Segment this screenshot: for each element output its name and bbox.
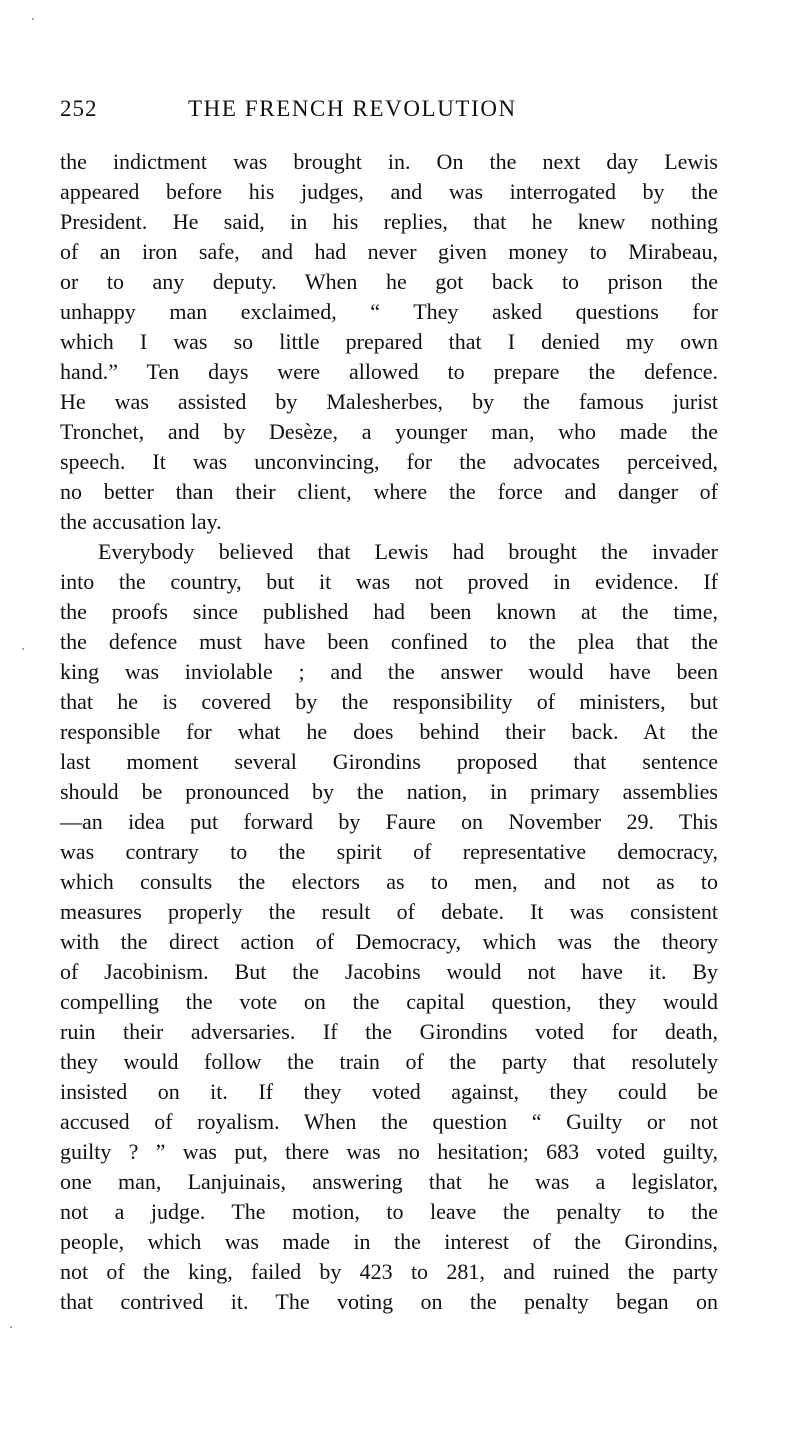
text-line: Tronchet, and by Desèze, a younger man, who made the <box>60 419 718 444</box>
text-line: hand.” Ten days were allowed to prepare the defence. <box>60 359 718 384</box>
text-line: that he is covered by the responsibility of ministers, but <box>60 689 718 714</box>
text-line: appeared before his judges, and was interrogated by the <box>60 179 718 204</box>
text-line: should be pronounced by the nation, in primary assemblies <box>60 779 718 804</box>
text-line: He was assisted by Malesherbes, by the famous jurist <box>60 389 718 414</box>
text-line: President. He said, in his replies, that he knew nothing <box>60 209 718 234</box>
text-line: the proofs since published had been known at the time, <box>60 599 718 624</box>
body-text <box>60 147 718 1317</box>
text-line: insisted on it. If they voted against, they could be <box>60 1079 718 1104</box>
text-line: speech. It was unconvincing, for the advocates perceived, <box>60 449 718 474</box>
running-title: THE FRENCH REVOLUTION <box>188 96 517 121</box>
text-line: people, which was made in the interest of the Girondins, <box>60 1229 718 1254</box>
text-line: not of the king, failed by 423 to 281, and ruined the party <box>60 1259 718 1284</box>
text-line: which consults the electors as to men, and not as to <box>60 869 718 894</box>
text-line: ruin their adversaries. If the Girondins voted for death, <box>60 1019 718 1044</box>
text-line: was contrary to the spirit of representative democracy, <box>60 839 718 864</box>
text-line: that contrived it. The voting on the penalty began on <box>60 1289 718 1314</box>
text-line: of Jacobinism. But the Jacobins would not have it. By <box>60 959 718 984</box>
text-line: responsible for what he does behind their back. At the <box>60 719 718 744</box>
paragraph-1 <box>60 147 718 537</box>
text-line: which I was so little prepared that I denied my own <box>60 329 718 354</box>
paper-speck <box>32 18 34 20</box>
text-line: with the direct action of Democracy, which was the theory <box>60 929 718 954</box>
text-line: guilty ? ” was put, there was no hesitation; 683 voted guilty, <box>60 1139 718 1164</box>
text-line: the accusation lay. <box>60 509 222 534</box>
text-line: not a judge. The motion, to leave the penalty to the <box>60 1199 718 1224</box>
text-line: the defence must have been confined to the plea that the <box>60 629 718 654</box>
text-line: they would follow the train of the party that resolutely <box>60 1049 718 1074</box>
text-line: accused of royalism. When the question “ Guilty or not <box>60 1109 718 1134</box>
page-number: 252 <box>60 96 98 121</box>
text-line: measures properly the result of debate. It was consistent <box>60 899 718 924</box>
text-line: unhappy man exclaimed, “ They asked questions for <box>60 299 718 324</box>
page-header <box>60 96 720 128</box>
text-line: the indictment was brought in. On the next day Lewis <box>60 149 718 174</box>
paper-speck <box>22 648 24 650</box>
paper-speck <box>10 1326 12 1328</box>
text-line: or to any deputy. When he got back to prison the <box>60 269 718 294</box>
text-line: Everybody believed that Lewis had brought the invader <box>98 539 718 564</box>
text-line: into the country, but it was not proved in evidence. If <box>60 569 718 594</box>
paragraph-2 <box>60 537 718 1317</box>
text-line: —an idea put forward by Faure on November 29. This <box>60 809 718 834</box>
text-line: one man, Lanjuinais, answering that he was a legislator, <box>60 1169 718 1194</box>
text-line: of an iron safe, and had never given money to Mirabeau, <box>60 239 718 264</box>
text-line: compelling the vote on the capital question, they would <box>60 989 718 1014</box>
text-line: king was inviolable ; and the answer would have been <box>60 659 718 684</box>
text-line: last moment several Girondins proposed that sentence <box>60 749 718 774</box>
text-line: no better than their client, where the force and danger of <box>60 479 718 504</box>
